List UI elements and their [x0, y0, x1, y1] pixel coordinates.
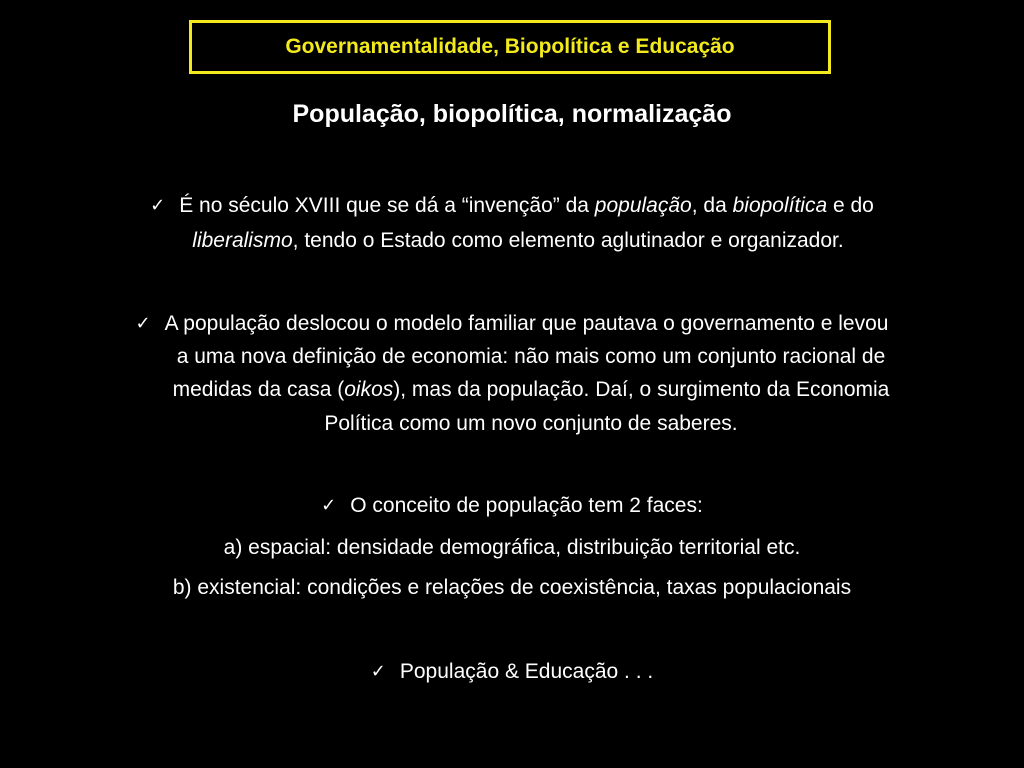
bullet-1-text: , da [691, 194, 733, 217]
bullet-2-text: A população deslocou o modelo familiar que pautava o governamento e levou [164, 312, 889, 335]
bullet-3-sub-b: b) existencial: condições e relações de coexistência, taxas populacionais [172, 576, 852, 599]
bullet-1-italic-liberalismo: liberalismo [192, 229, 293, 252]
bullet-1-text: É no século XVIII que se dá a “invenção” da [179, 194, 595, 217]
title-box [189, 20, 831, 74]
bullet-1-text: e do [827, 194, 874, 217]
bullet-4-line-1 [0, 654, 1024, 689]
slide-subtitle: População, biopolítica, normalização [292, 100, 732, 128]
bullet-2-line-2: a uma nova definição de economia: não mais como um conjunto racional de [176, 345, 886, 368]
checkmark-icon: ✓ [370, 661, 386, 681]
bullet-2-text: ), mas da população. Daí, o surgimento da Economia [393, 378, 890, 401]
checkmark-icon: ✓ [135, 313, 151, 333]
slide-title: Governamentalidade, Biopolítica e Educação [285, 35, 735, 58]
bullet-1-italic-biopolitica: biopolítica [732, 194, 828, 217]
checkmark-icon: ✓ [150, 195, 166, 215]
checkmark-icon: ✓ [321, 495, 337, 515]
bullet-4-text: População & Educação . . . [399, 660, 654, 683]
bullet-3-sub-a: a) espacial: densidade demográfica, distribuição territorial etc. [223, 536, 801, 559]
bullet-1-line-2 [0, 224, 1024, 258]
bullet-1-line-1 [0, 188, 1024, 223]
bullet-1-italic-populacao: população [594, 194, 692, 217]
bullet-2-italic-oikos: oikos [344, 378, 394, 401]
bullet-3-line-1 [0, 488, 1024, 523]
bullet-2-text: medidas da casa ( [172, 378, 345, 401]
bullet-3-text: O conceito de população tem 2 faces: [350, 494, 703, 517]
bullet-2-line-3 [0, 373, 1024, 407]
bullet-2-line-1 [0, 306, 1024, 341]
bullet-2-line-4: Política como um novo conjunto de saberes. [324, 412, 738, 435]
bullet-1-text: , tendo o Estado como elemento aglutinador e organizador. [292, 229, 844, 252]
